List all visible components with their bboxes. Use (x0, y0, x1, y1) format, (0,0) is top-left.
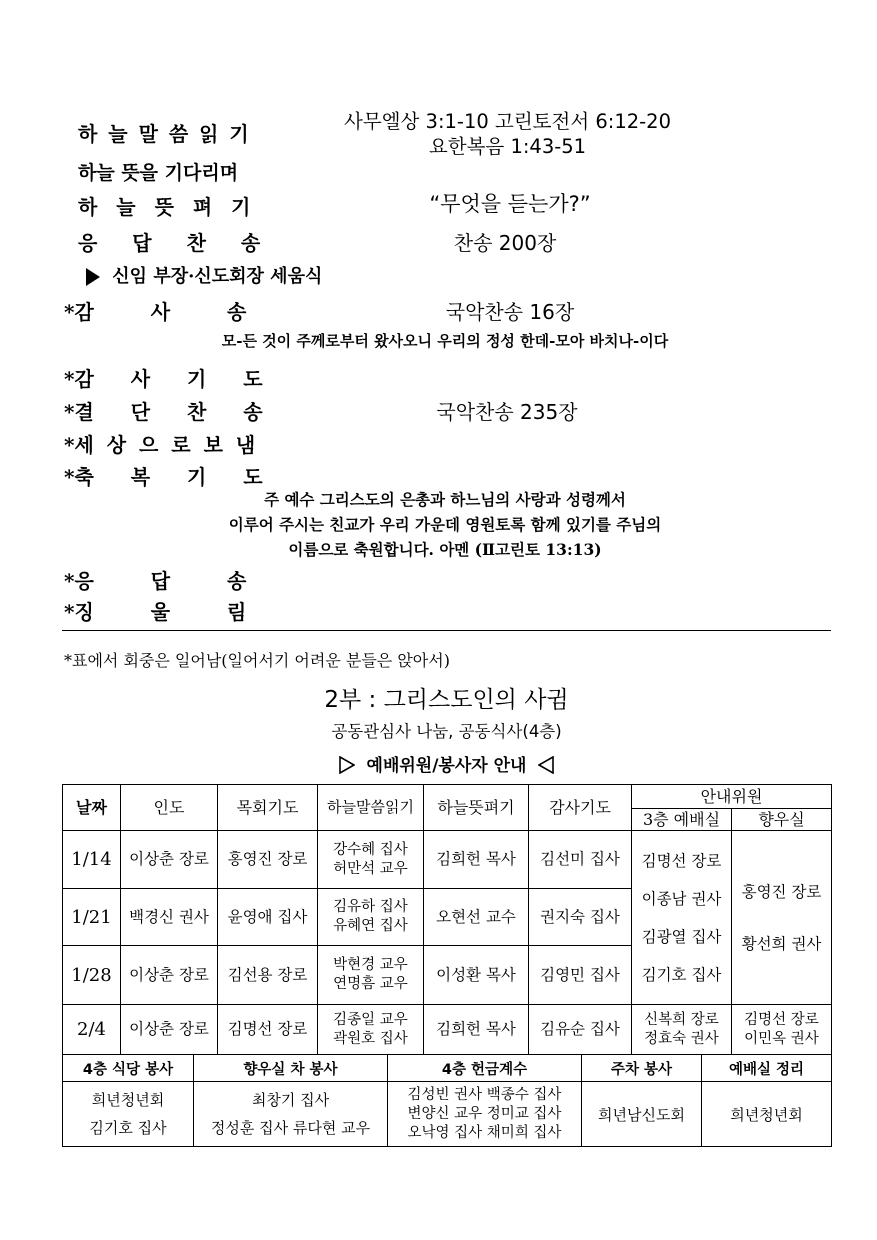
tea-2: 정성훈 집사 류다현 교우 (210, 1119, 371, 1137)
row-reading (318, 889, 424, 946)
header-thanks-prayer: 감사기도 (529, 785, 632, 831)
reader-2: 곽원호 집사 (333, 1030, 408, 1047)
outline-triangle-left-icon (538, 756, 554, 774)
sermon-title: “무엇을 듣는가?” (429, 192, 591, 216)
sermon-label: 하 늘 뜻 펴 기 (78, 195, 257, 219)
roster-heading (62, 751, 831, 776)
reader-1: 강수혜 집사 (333, 841, 408, 858)
installation-row (86, 262, 322, 288)
header-usher-3f: 3층 예배실 (632, 809, 732, 831)
usher-3f-3: 김광열 집사 (641, 927, 722, 946)
benediction-text-2: 이루어 주시는 친교가 우리 가운데 영원토록 함께 있기를 주님의 (228, 515, 662, 534)
usher-lounge-group (732, 831, 832, 1005)
installation-label: 신임 부장·신도회장 세움식 (112, 266, 323, 287)
usher-lounge-last (732, 1005, 832, 1055)
reading-passage-2: 요한복음 1:43-51 (428, 135, 587, 158)
reader-2: 허만석 교우 (333, 860, 408, 877)
table-row (63, 831, 832, 889)
header-date: 날짜 (63, 785, 121, 831)
roster-title: 예배위원/봉사자 안내 (366, 756, 527, 776)
header-pastoral-prayer: 목회기도 (218, 785, 318, 831)
header-kitchen: 4층 식당 봉사 (63, 1055, 194, 1082)
row-prayer: 윤영애 집사 (218, 889, 318, 946)
usher-3f-group (632, 831, 732, 1005)
commitment-hymn-number: 국악찬송 235장 (436, 400, 578, 424)
service-table (62, 1054, 832, 1147)
reading-label: 하 늘 말 씀 읽 기 (78, 122, 251, 146)
row-reading (318, 831, 424, 889)
header-usher: 안내위원 (632, 785, 832, 809)
benediction-text-3: 이름으로 축원합니다. 아멘 (Ⅱ고린토 13:13) (288, 540, 602, 559)
usher-lounge-last-2: 이민옥 권사 (744, 1030, 819, 1047)
thanks-song-number: 국악찬송 16장 (445, 300, 575, 324)
reader-2: 연명흠 교우 (333, 976, 408, 992)
header-tea: 향우실 차 봉사 (194, 1055, 388, 1082)
table-row (63, 1005, 832, 1055)
benediction-label: *축 복 기 도 (64, 465, 263, 489)
roster-table (62, 784, 832, 1055)
row-date: 2/4 (63, 1005, 121, 1055)
row-thanks: 김영민 집사 (529, 946, 632, 1005)
part2-subtitle: 공동관심사 나눔, 공동식사(4층) (331, 722, 562, 741)
row-lead: 백경신 권사 (121, 889, 218, 946)
kitchen-1: 희년청년회 (91, 1091, 165, 1109)
row-thanks: 권지숙 집사 (529, 889, 632, 946)
row-sermon: 김희헌 목사 (424, 1005, 529, 1055)
header-reading: 하늘말씀읽기 (318, 785, 424, 831)
row-date: 1/14 (63, 831, 121, 889)
parking-cell: 희년남신도회 (582, 1082, 702, 1147)
tea-1: 최창기 집사 (251, 1091, 330, 1109)
offering-1: 김성빈 권사 백종수 집사 (407, 1086, 562, 1103)
benediction-text-1: 주 예수 그리스도의 은총과 하느님의 사랑과 성령께서 (264, 490, 626, 509)
header-lead: 인도 (121, 785, 218, 831)
outline-triangle-right-icon (339, 756, 355, 774)
response-hymn-number: 찬송 200장 (453, 231, 557, 255)
row-prayer: 김선용 장로 (218, 946, 318, 1005)
row-sermon: 이성환 목사 (424, 946, 529, 1005)
usher-lounge-1: 홍영진 장로 (741, 882, 822, 901)
header-cleanup: 예배실 정리 (702, 1055, 832, 1082)
offering-cell (388, 1082, 582, 1147)
header-offering: 4층 헌금계수 (388, 1055, 582, 1082)
response-hymn-label: 응 답 찬 송 (78, 231, 275, 255)
row-sermon: 오현선 교수 (424, 889, 529, 946)
usher-3f-1: 김명선 장로 (641, 851, 722, 870)
reader-1: 김유하 집사 (333, 899, 408, 915)
usher-3f-4: 김기호 집사 (641, 965, 722, 984)
section-divider (62, 630, 831, 631)
thanks-prayer-label: *감 사 기 도 (64, 367, 263, 391)
thanks-song-label: *감 사 송 (64, 300, 247, 324)
header-parking: 주차 봉사 (582, 1055, 702, 1082)
row-prayer: 김명선 장로 (218, 1005, 318, 1055)
thanks-song-lyric: 모-든 것이 주께로부터 왔사오니 우리의 정성 한데-모아 바치나-이다 (221, 332, 669, 350)
row-thanks: 김선미 집사 (529, 831, 632, 889)
row-date: 1/28 (63, 946, 121, 1005)
row-reading (318, 946, 424, 1005)
row-prayer: 홍영진 장로 (218, 831, 318, 889)
cleanup-cell: 희년청년회 (702, 1082, 832, 1147)
usher-3f-last-2: 정효숙 권사 (644, 1030, 719, 1047)
row-lead: 이상춘 장로 (121, 1005, 218, 1055)
sending-label: *세 상 으 로 보 냄 (64, 433, 256, 457)
usher-lounge-last-1: 김명선 장로 (744, 1011, 819, 1028)
kitchen-cell (63, 1082, 194, 1147)
reading-passage-1: 사무엘상 3:1-10 고린토전서 6:12-20 (344, 110, 671, 133)
usher-3f-last (632, 1005, 732, 1055)
row-reading (318, 1005, 424, 1055)
row-lead: 이상춘 장로 (121, 831, 218, 889)
kitchen-2: 김기호 집사 (89, 1119, 167, 1137)
usher-lounge-2: 황선희 권사 (741, 934, 822, 953)
usher-3f-2: 이종남 권사 (641, 889, 722, 908)
row-date: 1/21 (63, 889, 121, 946)
row-lead: 이상춘 장로 (121, 946, 218, 1005)
tea-cell (194, 1082, 388, 1147)
waiting-label: 하늘 뜻을 기다리며 (78, 162, 239, 184)
part2-title: 2부 : 그리스도인의 사귐 (324, 687, 569, 713)
reader-1: 박현경 교우 (333, 957, 408, 973)
offering-2: 변양신 교우 정미교 집사 (407, 1105, 562, 1122)
row-sermon: 김희헌 목사 (424, 831, 529, 889)
header-sermon: 하늘뜻펴기 (424, 785, 529, 831)
reader-2: 유혜연 집사 (333, 918, 408, 934)
play-arrow-icon (86, 268, 100, 286)
offering-3: 오낙영 집사 채미희 집사 (407, 1124, 562, 1141)
bell-label: *징 울 림 (64, 600, 247, 624)
usher-3f-last-1: 신복희 장로 (644, 1011, 719, 1028)
response-song-label: *응 답 송 (64, 569, 247, 593)
header-usher-lounge: 향우실 (732, 809, 832, 831)
reader-1: 김종일 교우 (333, 1011, 408, 1028)
commitment-hymn-label: *결 단 찬 송 (64, 400, 263, 424)
standing-note: *표에서 회중은 일어남(일어서기 어려운 분들은 앉아서) (64, 651, 450, 670)
row-thanks: 김유순 집사 (529, 1005, 632, 1055)
